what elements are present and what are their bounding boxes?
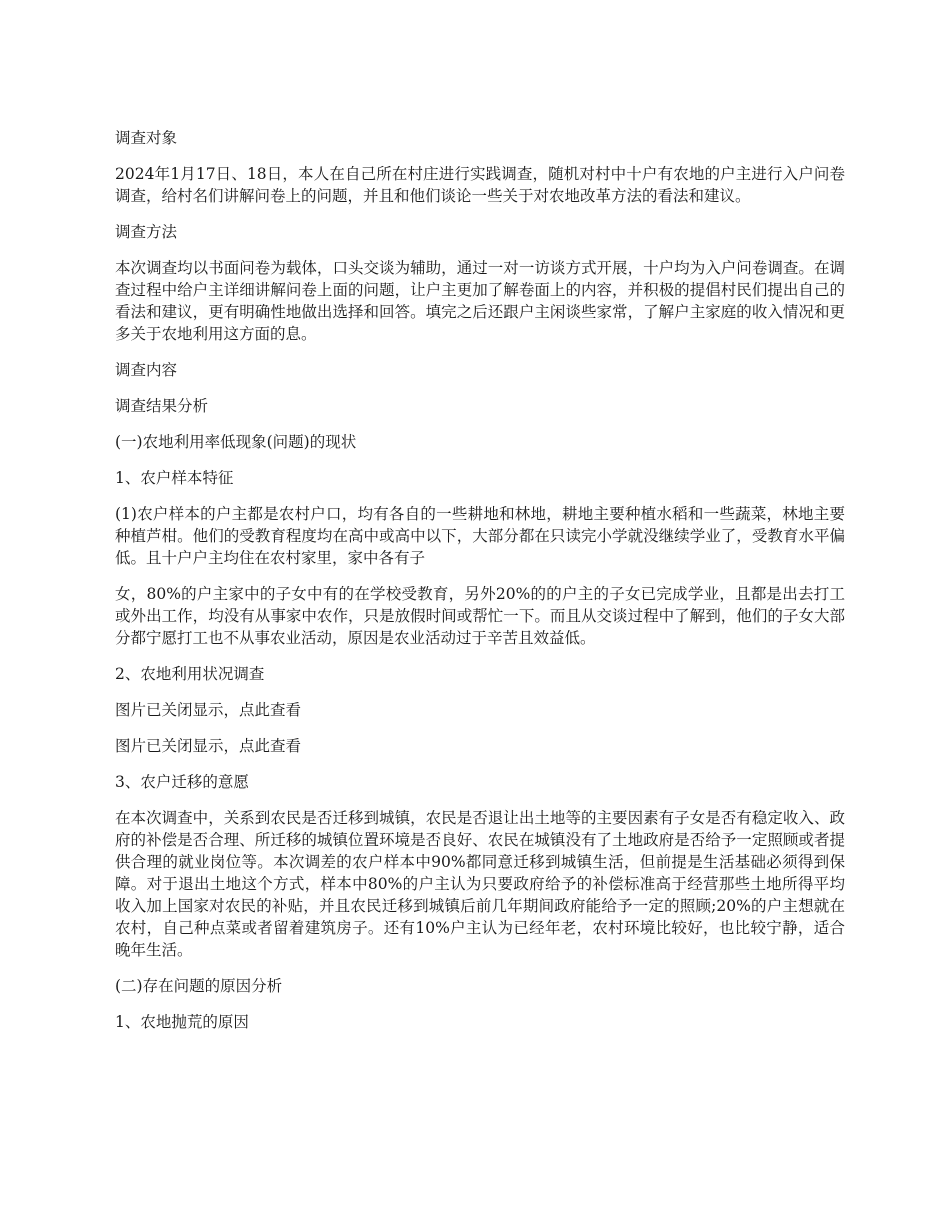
item-heading-sample-features: 1、农户样本特征 xyxy=(115,469,234,487)
section-heading-survey-object: 调查对象 xyxy=(115,129,178,147)
item-heading-migration: 3、农户迁移的意愿 xyxy=(115,773,249,791)
subsection-heading-status: (一)农地利用率低现象(问题)的现状 xyxy=(115,433,357,451)
image-hidden-link-1[interactable]: 图片已关闭显示，点此查看 xyxy=(115,701,302,719)
document-page xyxy=(115,127,845,1047)
paragraph-sample-features-1: (1)农户样本的户主都是农村户口，均有各自的一些耕地和林地，耕地主要种植水稻和一些蔬菜，林地主要种植芦柑。他们的受教育程度均在高中或高中以下，大部分都在只读完小学就没继续学业了，受教育水平偏低。且十户户主均住在农村家里，家中各有子 xyxy=(115,505,845,567)
section-heading-result-analysis: 调查结果分析 xyxy=(115,397,209,415)
section-heading-survey-method: 调查方法 xyxy=(115,223,178,241)
paragraph-survey-method: 本次调查均以书面问卷为载体，口头交谈为辅助，通过一对一访谈方式开展，十户均为入户问卷调查。在调查过程中给户主详细讲解问卷上面的问题，让户主更加了解卷面上的内容，并积极的提倡村民们提出自己的看法和建议，更有明确性地做出选择和回答。填完之后还跟户主闲谈些家常，了解户主家庭的收入情况和更多关于农地利用这方面的息。 xyxy=(115,259,845,343)
paragraph-survey-object: 2024年1月17日、18日，本人在自己所在村庄进行实践调查，随机对村中十户有农地的户主进行入户问卷调查，给村名们讲解问卷上的问题，并且和他们谈论一些关于对农地改革方法的看法和建议。 xyxy=(115,165,845,205)
section-heading-survey-content: 调查内容 xyxy=(115,361,178,379)
subsection-heading-cause-analysis: (二)存在问题的原因分析 xyxy=(115,977,283,995)
item-heading-abandonment-cause: 1、农地抛荒的原因 xyxy=(115,1013,249,1031)
paragraph-migration: 在本次调查中，关系到农民是否迁移到城镇，农民是否退让出土地等的主要因素有子女是否有稳定收入、政府的补偿是否合理、所迁移的城镇位置环境是否良好、农民在城镇没有了土地政府是否给予一定照顾或者提供合理的就业岗位等。本次调差的农户样本中90%都同意迁移到城镇生活，但前提是生活基础必须得到保障。对于退出土地这个方式，样本中80%的户主认为只要政府给予的补偿标准高于经营那些土地所得平均收入加上国家对农民的补贴，并且农民迁移到城镇后前几年期间政府能给予一定的照顾;20%的户主想就在农村，自己种点菜或者留着建筑房子。还有10%户主认为已经年老，农村环境比较好，也比较宁静，适合晚年生活。 xyxy=(115,809,845,959)
paragraph-sample-features-2: 女，80%的户主家中的子女中有的在学校受教育，另外20%的的户主的子女已完成学业，且都是出去打工或外出工作，均没有从事家中农作，只是放假时间或帮忙一下。而且从交谈过程中了解到，他们的子女大部分都宁愿打工也不从事农业活动，原因是农业活动过于辛苦且效益低。 xyxy=(115,585,845,647)
item-heading-land-use: 2、农地利用状况调查 xyxy=(115,665,265,683)
image-hidden-link-2[interactable]: 图片已关闭显示，点此查看 xyxy=(115,737,302,755)
